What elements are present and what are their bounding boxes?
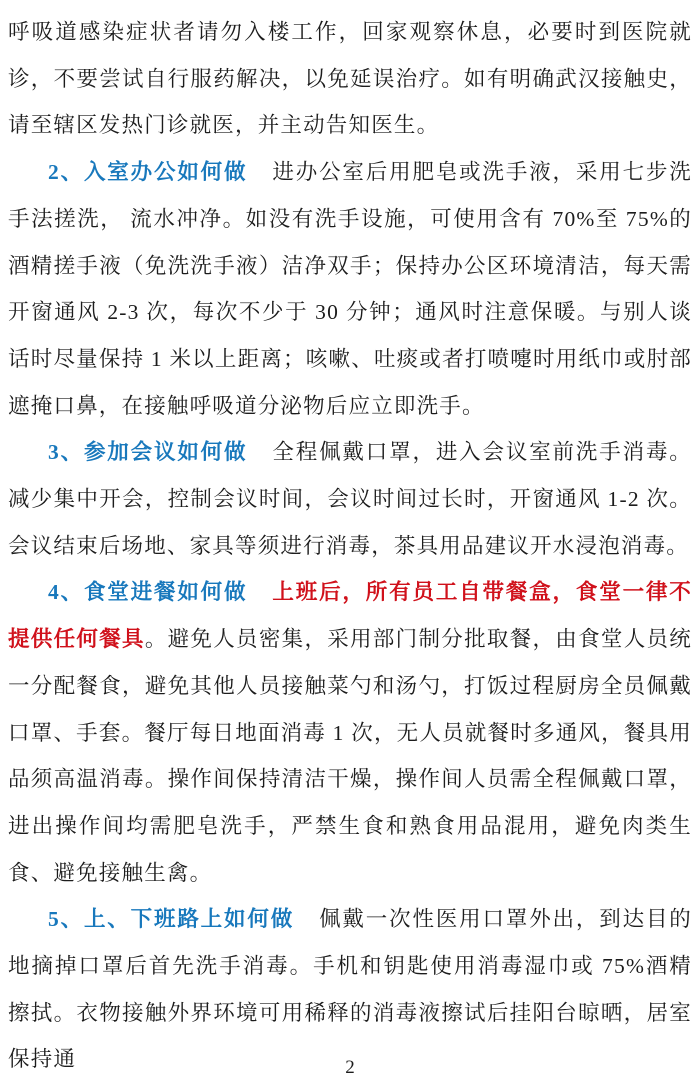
section-commute [8,896,692,1083]
emphasis-text: 上班后，所有员工自带餐盒，食堂一律不提供任何餐具 [8,580,692,652]
section-heading: 2、入室办公如何做 [48,160,248,185]
section-heading: 5、上、下班路上如何做 [48,907,295,932]
body-text: 呼吸道感染症状者请勿入楼工作，回家观察休息，必要时到医院就诊，不要尝试自行服药解决，以免延误治疗。如有明确武汉接触史，请至辖区发热门诊就医，并主动告知医生。 [8,20,692,138]
section-canteen [8,569,692,896]
section-meetings [8,429,692,569]
body-text: 。避免人员密集，采用部门制分批取餐，由食堂人员统一分配餐食，避免其他人员接触菜勺和汤勺，打饭过程厨房全员佩戴口罩、手套。餐厅每日地面消毒 1 次，无人员就餐时多通风，餐具用品须高温消毒。操作间保持清洁干燥，操作间人员需全程佩戴口罩，进出操作间均需肥皂洗手，严禁生食和熟食用品混用，避免肉类生食、避免接触生禽。 [8,627,692,885]
body-text: 佩戴一次性医用口罩外出，到达目的地摘掉口罩后首先洗手消毒。手机和钥匙使用消毒湿巾或 75%酒精擦拭。衣物接触外界环境可用稀释的消毒液擦试后挂阳台晾晒，居室保持通 [8,907,692,1072]
body-text: 全程佩戴口罩，进入会议室前洗手消毒。减少集中开会，控制会议时间，会议时间过长时，开窗通风 1-2 次。会议结束后场地、家具等须进行消毒，茶具用品建议开水浸泡消毒。 [8,440,692,558]
section-office-work [8,149,692,429]
body-text: 进办公室后用肥皂或洗手液，采用七步洗手法搓洗， 流水冲净。如没有洗手设施，可使用含有 70%至 75%的酒精搓手液（免洗洗手液）洁净双手；保持办公区环境清洁，每天需开窗通风 2-3 次，每次不少于 30 分钟；通风时注意保暖。与别人谈话时尽量保持 1 米以上距离；咳嗽、吐痰或者打喷嚏时用纸巾或肘部遮掩口鼻，在接触呼吸道分泌物后应立即洗手。 [8,160,692,418]
section-heading: 4、食堂进餐如何做 [48,580,248,605]
paragraph-continuation [8,9,692,149]
section-heading: 3、参加会议如何做 [48,440,248,465]
page-number: 2 [345,1057,355,1078]
